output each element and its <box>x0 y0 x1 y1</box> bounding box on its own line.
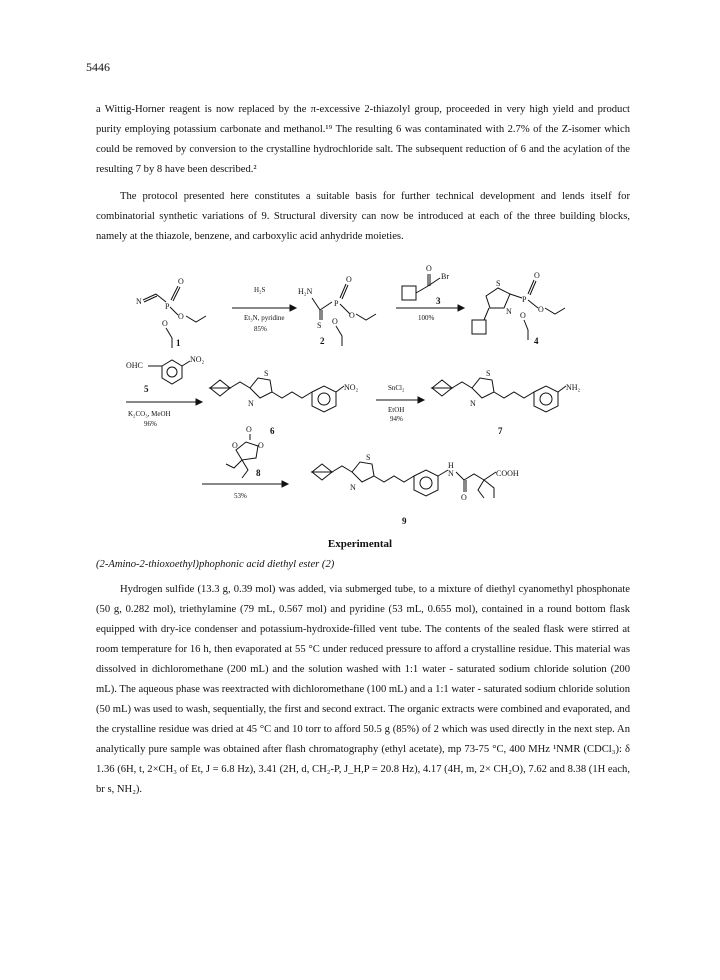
compound-6-structure <box>210 369 359 436</box>
compound-title: (2-Amino-2-thioxoethyl)phophonic acid diethyl ester (2) <box>96 559 335 570</box>
svg-text:S: S <box>486 369 491 378</box>
svg-text:O: O <box>178 312 184 321</box>
svg-text:7: 7 <box>498 426 503 436</box>
svg-text:COOH: COOH <box>496 469 519 478</box>
svg-text:53%: 53% <box>234 492 247 500</box>
svg-text:P: P <box>522 295 527 304</box>
svg-text:O: O <box>461 493 467 502</box>
svg-text:S: S <box>496 279 501 288</box>
svg-text:94%: 94% <box>390 415 403 423</box>
svg-text:P: P <box>165 302 170 311</box>
svg-text:4: 4 <box>534 336 539 346</box>
compound-4-structure <box>472 271 565 346</box>
svg-text:3: 3 <box>436 296 441 306</box>
svg-text:6: 6 <box>270 426 275 436</box>
compound-1-structure <box>136 277 206 348</box>
svg-text:5: 5 <box>144 384 149 394</box>
svg-text:H₂S: H₂S <box>254 286 266 294</box>
svg-text:O: O <box>426 264 432 273</box>
compound-3-structure <box>402 264 449 306</box>
svg-text:2: 2 <box>320 336 325 346</box>
svg-text:H₂N: H₂N <box>298 287 313 296</box>
svg-text:O: O <box>534 271 540 280</box>
compound-9-structure <box>312 453 519 526</box>
svg-text:N: N <box>350 483 356 492</box>
paragraph-intro: a Wittig-Horner reagent is now replaced by the π-excessive 2-thiazolyl group, proceeded in very high yield and product purity employing potassium carbonate and methanol.¹⁹ The resulting 6 was contaminated with 2.7% of the Z-isomer which could be removed by conversion to the crystalline hydrochloride salt. The subsequent reduction of 6 and the acylation of the resulting 7 by 8 have been described.² <box>96 104 630 175</box>
svg-text:O: O <box>178 277 184 286</box>
svg-text:NH₂: NH₂ <box>566 383 581 392</box>
svg-text:EtOH: EtOH <box>388 406 405 414</box>
svg-text:O: O <box>520 311 526 320</box>
svg-text:O: O <box>349 311 355 320</box>
svg-text:O: O <box>232 441 238 450</box>
svg-text:O: O <box>162 319 168 328</box>
svg-text:8: 8 <box>256 468 261 478</box>
svg-text:SnCl₂: SnCl₂ <box>388 384 405 392</box>
paragraph-protocol: The protocol presented here constitutes a suitable basis for further technical development and lends itself for combinatorial synthetic variations of 9. Structural diversity can now be introduced at each of the three building blocks, namely at the thiazole, benzene, and carboxylic acid anhydride moieties. <box>96 191 630 242</box>
svg-text:N: N <box>470 399 476 408</box>
svg-text:N: N <box>136 297 142 306</box>
paragraph-procedure: Hydrogen sulfide (13.3 g, 0.39 mol) was added, via submerged tube, to a mixture of diethyl cyanomethyl phosphonate (50 g, 0.282 mol), triethylamine (79 mL, 0.567 mol) and pyridine (53 mL, 0.655 mol), contained in a round bottom flask equipped with dry-ice condenser and potassium-hydroxide-filled vent tube. The contents of the sealed flask were stirred at room temperature for 16 h, then evaporated at 55 °C under reduced pressure to afford a crystalline residue. This material was dissolved in dichloromethane (200 mL) and the solution washed with 1:1 water - saturated sodium chloride solution (200 mL). The aqueous phase was reextracted with dichloromethane (100 mL) and a 1:1 water - saturated sodium chloride solution (50 mL) was used to wash, sequentially, the first and second extract. The organic extracts were combined and evaporated, and the crystalline residue was dried at 45 °C and 10 torr to afford 50.5 g (85%) of 2 which was used directly in the next step. An analytically pure sample was obtained after flash chromatography (ethyl acetate), mp 73-75 °C, 400 MHz ¹NMR (CDCl₃): δ 1.36 (6H, t, 2×CH₃ of Et, J = 6.8 Hz), 3.41 (2H, d, CH₂-P, J_H,P = 20.8 Hz), 4.17 (4H, m, 2× CH₂O), 7.62 and 8.38 (1H each, br s, NH₂). <box>96 584 630 795</box>
svg-text:H: H <box>448 461 454 470</box>
svg-text:K₂CO₃, MeOH: K₂CO₃, MeOH <box>128 410 171 418</box>
svg-text:O: O <box>538 305 544 314</box>
svg-text:P: P <box>334 299 339 308</box>
svg-text:N: N <box>248 399 254 408</box>
svg-text:S: S <box>264 369 269 378</box>
svg-text:S: S <box>317 321 322 330</box>
svg-text:85%: 85% <box>254 325 267 333</box>
svg-text:NO₂: NO₂ <box>344 383 359 392</box>
svg-text:96%: 96% <box>144 420 157 428</box>
svg-text:NO₂: NO₂ <box>190 355 205 364</box>
compound-7-structure <box>432 369 581 436</box>
svg-text:OHC: OHC <box>126 361 143 370</box>
compound-2-structure <box>298 275 376 346</box>
page-number: 5446 <box>86 60 110 74</box>
svg-text:N: N <box>506 307 512 316</box>
compound-8-structure <box>226 425 264 478</box>
svg-text:S: S <box>366 453 371 462</box>
svg-text:Br: Br <box>441 272 449 281</box>
experimental-heading: Experimental <box>327 538 393 550</box>
svg-text:N: N <box>448 469 454 478</box>
svg-text:O: O <box>246 425 252 434</box>
svg-text:9: 9 <box>402 516 407 526</box>
svg-text:100%: 100% <box>418 314 435 322</box>
svg-text:Et₃N, pyridine: Et₃N, pyridine <box>244 314 285 322</box>
svg-text:O: O <box>332 317 338 326</box>
synthesis-scheme <box>106 262 626 530</box>
svg-text:O: O <box>346 275 352 284</box>
compound-5-structure <box>126 355 205 394</box>
svg-text:O: O <box>258 441 264 450</box>
svg-text:1: 1 <box>176 338 181 348</box>
